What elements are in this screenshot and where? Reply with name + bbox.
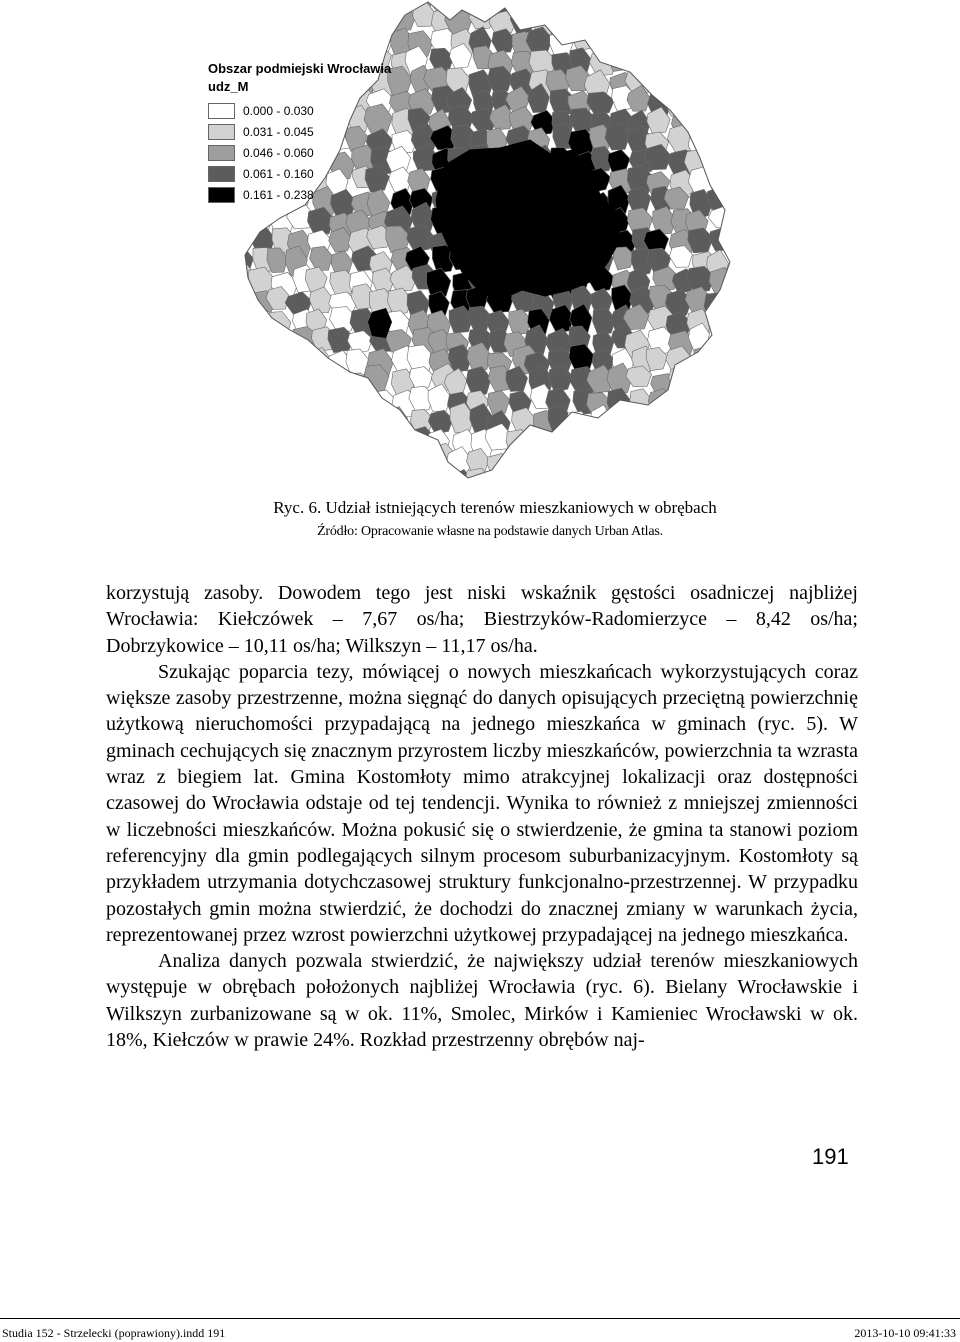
map-precinct (370, 390, 395, 416)
map-precinct (587, 10, 612, 40)
map-precinct (552, 430, 573, 459)
map-precinct (670, 470, 692, 480)
map-precinct (251, 9, 277, 31)
map-precinct (725, 391, 740, 418)
map-precinct (226, 450, 248, 477)
map-precinct (568, 0, 594, 13)
map-precinct (607, 0, 631, 16)
figure-caption: Ryc. 6. Udział istniejących terenów mieszkaniowych w obrębach (273, 498, 717, 517)
map-precinct (532, 431, 558, 458)
map-precinct (369, 11, 395, 36)
map-precinct (706, 366, 730, 392)
map-precinct (649, 44, 673, 71)
map-precinct (727, 0, 741, 16)
map-precinct (709, 452, 732, 478)
map-precinct (269, 424, 295, 453)
map-precinct (487, 391, 509, 416)
map-precinct (532, 0, 553, 18)
map-precinct (248, 388, 272, 414)
map-precinct (669, 11, 689, 41)
legend-swatch (208, 145, 235, 161)
map-precinct (630, 389, 651, 414)
map-precinct (545, 470, 571, 480)
map-precinct (251, 29, 277, 58)
map-precinct (726, 211, 740, 235)
map-precinct (292, 443, 320, 471)
map-precinct (613, 432, 636, 456)
map-precinct (331, 6, 356, 37)
map-precinct (349, 406, 375, 430)
map-precinct (645, 0, 668, 15)
map-precinct (710, 352, 736, 378)
map-precinct (704, 470, 728, 480)
map-precinct (569, 7, 594, 29)
map-precinct (612, 9, 638, 35)
map-precinct (226, 226, 248, 250)
map-precinct (624, 43, 652, 74)
map-precinct (334, 371, 360, 395)
map-precinct (289, 408, 316, 436)
map-precinct (569, 453, 593, 480)
map-precinct (671, 69, 693, 93)
map-precinct (630, 8, 651, 31)
map-precinct (691, 363, 713, 391)
map-precinct (248, 367, 270, 397)
map-precinct (728, 367, 740, 392)
map-precinct (224, 348, 250, 373)
map-precinct (709, 227, 736, 251)
map-precinct (308, 9, 336, 37)
map-precinct (706, 10, 732, 39)
map-precinct (713, 48, 735, 75)
map-precinct (307, 348, 330, 372)
map-precinct (286, 29, 314, 57)
page-number: 191 (812, 1144, 849, 1169)
map-precinct (407, 427, 435, 455)
map-precinct (586, 428, 612, 456)
map-precinct (505, 449, 530, 477)
map-precinct (648, 389, 672, 415)
map-precinct (688, 469, 711, 480)
map-precinct (425, 473, 449, 480)
paragraph: korzystują zasoby. Dowodem tego jest niski wskaźnik gęstości osadniczej najbliżej Wrocławia: Kiełczówek – 7,67 os/ha; Biestrzyków-Radomierzyce – 8,42 os/ha; Dobrzykowice – 10,11 os/ha; Wilkszyn – 11,17 os/ha. (106, 582, 858, 657)
legend-label: 0.031 - 0.045 (243, 124, 314, 139)
map-precinct (729, 264, 740, 292)
map-precinct (352, 446, 377, 468)
map-precinct (709, 406, 733, 430)
map-precinct (687, 31, 713, 58)
map-precinct (227, 293, 249, 322)
paragraph: Analiza danych pozwala stwierdzić, że największy udział terenów mieszkaniowych występuje w obrębach położonych najbliżej Wrocławia (ryc. 6). Bielany Wrocławskie i Wilkszyn zurbanizowane są w ok. 11%, Smolec, Mirków i Kamieniec Wrocławski w ok. 18%, Kiełczów w prawie 24%. Rozkład przestrzenny obrębów naj- (106, 950, 858, 1052)
map-precinct (270, 448, 295, 475)
legend-label: 0.161 - 0.238 (243, 187, 314, 202)
legend-field-name: udz_M (208, 79, 249, 94)
map-precinct (231, 29, 258, 50)
map-precinct (270, 351, 295, 378)
map-precinct (287, 424, 310, 452)
map-precinct (390, 4, 416, 30)
map-precinct (693, 346, 717, 371)
map-precinct (251, 451, 277, 477)
map-precinct (728, 289, 740, 314)
map-precinct (285, 371, 312, 395)
map-precinct (729, 191, 740, 217)
map-precinct (708, 324, 731, 354)
map-precinct (546, 443, 571, 468)
map-precinct (265, 413, 290, 439)
map-precinct (267, 331, 293, 358)
map-precinct (731, 90, 740, 116)
map-precinct (729, 53, 740, 77)
map-precinct (730, 169, 740, 199)
map-precinct (372, 470, 395, 480)
map-precinct (648, 444, 673, 476)
map-precinct (392, 462, 418, 480)
map-precinct (689, 108, 715, 132)
map-precinct (229, 469, 256, 480)
map-precinct (708, 0, 732, 16)
map-precinct (728, 148, 740, 175)
map-precinct (666, 411, 689, 435)
map-precinct (372, 446, 395, 472)
map-precinct (270, 369, 297, 395)
map-precinct (228, 325, 253, 352)
map-precinct (313, 470, 334, 480)
map-precinct (245, 325, 268, 354)
legend-item (208, 142, 418, 163)
map-precinct (226, 13, 248, 35)
map-precinct (348, 0, 372, 11)
map-precinct (650, 68, 673, 93)
map-precinct (688, 228, 713, 253)
map-precinct (604, 451, 628, 479)
legend-swatch (208, 103, 235, 119)
map-precinct (270, 464, 297, 480)
map-precinct (587, 92, 614, 114)
map-precinct (689, 409, 714, 434)
map-precinct (569, 344, 594, 371)
map-precinct (709, 267, 734, 294)
figure-source: Źródło: Opracowanie własne na podstawie danych Urban Atlas. (317, 524, 663, 539)
map-precinct (627, 0, 652, 12)
map-precinct (325, 431, 352, 461)
map-precinct (529, 448, 558, 472)
map-precinct (573, 430, 595, 458)
map-precinct (531, 465, 556, 480)
map-precinct (405, 466, 431, 480)
map-precinct (225, 426, 247, 455)
map-precinct (685, 43, 712, 70)
map-precinct (332, 472, 355, 481)
map-precinct (548, 405, 571, 432)
map-precinct (366, 0, 393, 19)
map-precinct (487, 454, 511, 476)
map-precinct (629, 430, 655, 457)
legend-item (208, 184, 418, 205)
map-precinct (487, 0, 514, 12)
body-text (106, 580, 858, 1053)
map-precinct (348, 29, 374, 52)
map-precinct (490, 469, 516, 480)
map-precinct (725, 127, 740, 158)
map-precinct (229, 387, 253, 415)
map-precinct (269, 29, 292, 57)
map-precinct (369, 428, 394, 451)
legend-label: 0.000 - 0.030 (243, 103, 314, 118)
map-precinct (224, 0, 248, 20)
map-precinct (567, 465, 591, 480)
map-precinct (230, 305, 253, 332)
legend-label: 0.046 - 0.060 (243, 145, 314, 160)
map-precinct (253, 404, 278, 433)
map-precinct (725, 428, 740, 455)
map-precinct (245, 351, 268, 379)
map-precinct (512, 408, 536, 433)
map-precinct (506, 430, 531, 457)
map-precinct (708, 148, 733, 176)
map-precinct (387, 450, 410, 475)
legend-item (208, 100, 418, 121)
map-precinct (650, 7, 671, 35)
map-precinct (668, 389, 693, 415)
legend-swatch (208, 187, 235, 203)
map-precinct (572, 26, 597, 50)
map-precinct (689, 67, 712, 93)
map-precinct (306, 411, 327, 435)
legend-item (208, 163, 418, 184)
map-precinct (669, 449, 690, 478)
map-precinct (691, 89, 714, 115)
map-precinct (733, 226, 740, 255)
map-precinct (688, 430, 714, 459)
legend-label: 0.061 - 0.160 (243, 166, 314, 181)
map-precinct (592, 466, 618, 480)
map-precinct (326, 387, 350, 419)
map-precinct (228, 208, 255, 238)
map-precinct (710, 93, 737, 118)
map-precinct (289, 468, 317, 480)
map-precinct (309, 24, 331, 51)
footer-divider (0, 1318, 960, 1319)
map-precinct (290, 0, 313, 16)
legend-item (208, 121, 418, 142)
map-precinct (290, 9, 314, 35)
map-precinct (666, 429, 691, 457)
footer-file-info: Studia 152 - Strzelecki (poprawiony).indd 191 (2, 1326, 226, 1340)
map-precinct (508, 0, 532, 15)
map-precinct (732, 68, 740, 93)
map-precinct (708, 31, 732, 54)
map-precinct (289, 384, 312, 411)
map-precinct (384, 429, 412, 459)
map-precinct (310, 450, 332, 477)
map-precinct (312, 390, 336, 417)
map-precinct (709, 310, 737, 339)
map-precinct (327, 0, 355, 12)
map-precinct (346, 5, 368, 35)
map-precinct (248, 465, 271, 480)
map-precinct (710, 131, 736, 158)
legend-swatch (208, 166, 235, 182)
map-precinct (693, 449, 713, 473)
map-precinct (306, 431, 328, 460)
map-precinct (688, 392, 712, 419)
map-precinct (253, 429, 273, 461)
map-precinct (550, 0, 578, 20)
map-precinct (732, 11, 740, 36)
map-precinct (630, 405, 652, 432)
map-precinct (707, 431, 732, 458)
map-precinct (511, 472, 531, 480)
map-precinct (731, 245, 741, 271)
map-precinct (726, 472, 740, 480)
map-precinct (309, 367, 331, 396)
map-precinct (707, 391, 731, 419)
map-precinct (724, 30, 740, 58)
map-precinct (631, 472, 656, 480)
footer-timestamp: 2013-10-10 09:41:33 (854, 1326, 956, 1340)
map-precinct (270, 0, 297, 13)
map-precinct (687, 11, 709, 39)
map-precinct (250, 0, 275, 15)
map-precinct (731, 407, 740, 431)
map-precinct (731, 305, 740, 335)
map-precinct (327, 410, 350, 436)
map-legend (208, 60, 418, 205)
map-precinct (327, 28, 350, 50)
paragraph: Szukając poparcia tezy, mówiącej o nowych mieszkańcach wykorzystujących coraz większe zasoby przestrzenne, można sięgnąć do danych opisujących przeciętną powierzchnię użytkową nieruchomości przypadającą na jednego mieszkańca w gminach (ryc. 5). W gminach cechujących się znacznym przyrostem liczby mieszkańców, powierzchnia ta wzrasta wraz z biegiem lat. Gmina Kostomłoty mimo atrakcyjnej lokalizacji oraz dostępności czasowej do Wrocławia odstaje od tej tendencji. Wynika to również z mniejszej zmienności w liczebności mieszkańców. Można pokusić się o stwierdzenie, że gmina ta stanowi poziom referencyjny dla gmin podlegających silnym procesom suburbanizacyjnym. Kostomłoty są przykładem utrzymania dotychczasowej struktury funkcjonalno-przestrzennej. W przypadku pozostałych gmin można stwierdzić, że dochodzi do znacznej zmiany w warunkach życia, reprezentowanej przez wzrost powierzchni użytkowej przypadającej na jednego mieszkańca. (106, 660, 858, 946)
map-precinct (266, 5, 295, 34)
map-precinct (229, 367, 254, 390)
map-precinct (226, 403, 253, 433)
map-precinct (730, 347, 740, 377)
map-precinct (589, 0, 614, 18)
map-precinct (724, 450, 740, 474)
map-precinct (706, 71, 731, 97)
map-precinct (607, 409, 630, 435)
map-precinct (629, 445, 654, 468)
map-precinct (308, 0, 333, 14)
map-precinct (625, 28, 647, 55)
map-precinct (708, 166, 731, 188)
map-precinct (591, 447, 614, 472)
map-precinct (347, 433, 372, 459)
map-precinct (292, 344, 314, 374)
map-precinct (729, 331, 740, 358)
map-precinct (332, 446, 357, 473)
map-precinct (410, 449, 432, 477)
map-precinct (646, 30, 671, 58)
map-precinct (347, 469, 372, 480)
legend-title: Obszar podmiejski Wrocławia (208, 61, 392, 76)
map-precinct (350, 386, 373, 412)
map-precinct (472, 0, 494, 18)
map-precinct (607, 471, 631, 480)
map-precinct (671, 27, 697, 53)
map-precinct (664, 0, 692, 18)
map-precinct (310, 246, 333, 270)
map-precinct (651, 468, 673, 480)
map-precinct (367, 407, 393, 432)
map-precinct (268, 384, 291, 410)
map-precinct (651, 406, 674, 434)
map-precinct (606, 31, 628, 59)
map-precinct (649, 425, 675, 455)
map-precinct (731, 110, 740, 139)
map-precinct (709, 112, 733, 139)
map-precinct (691, 0, 711, 13)
legend-swatch (208, 124, 235, 140)
map-precinct (672, 45, 692, 70)
